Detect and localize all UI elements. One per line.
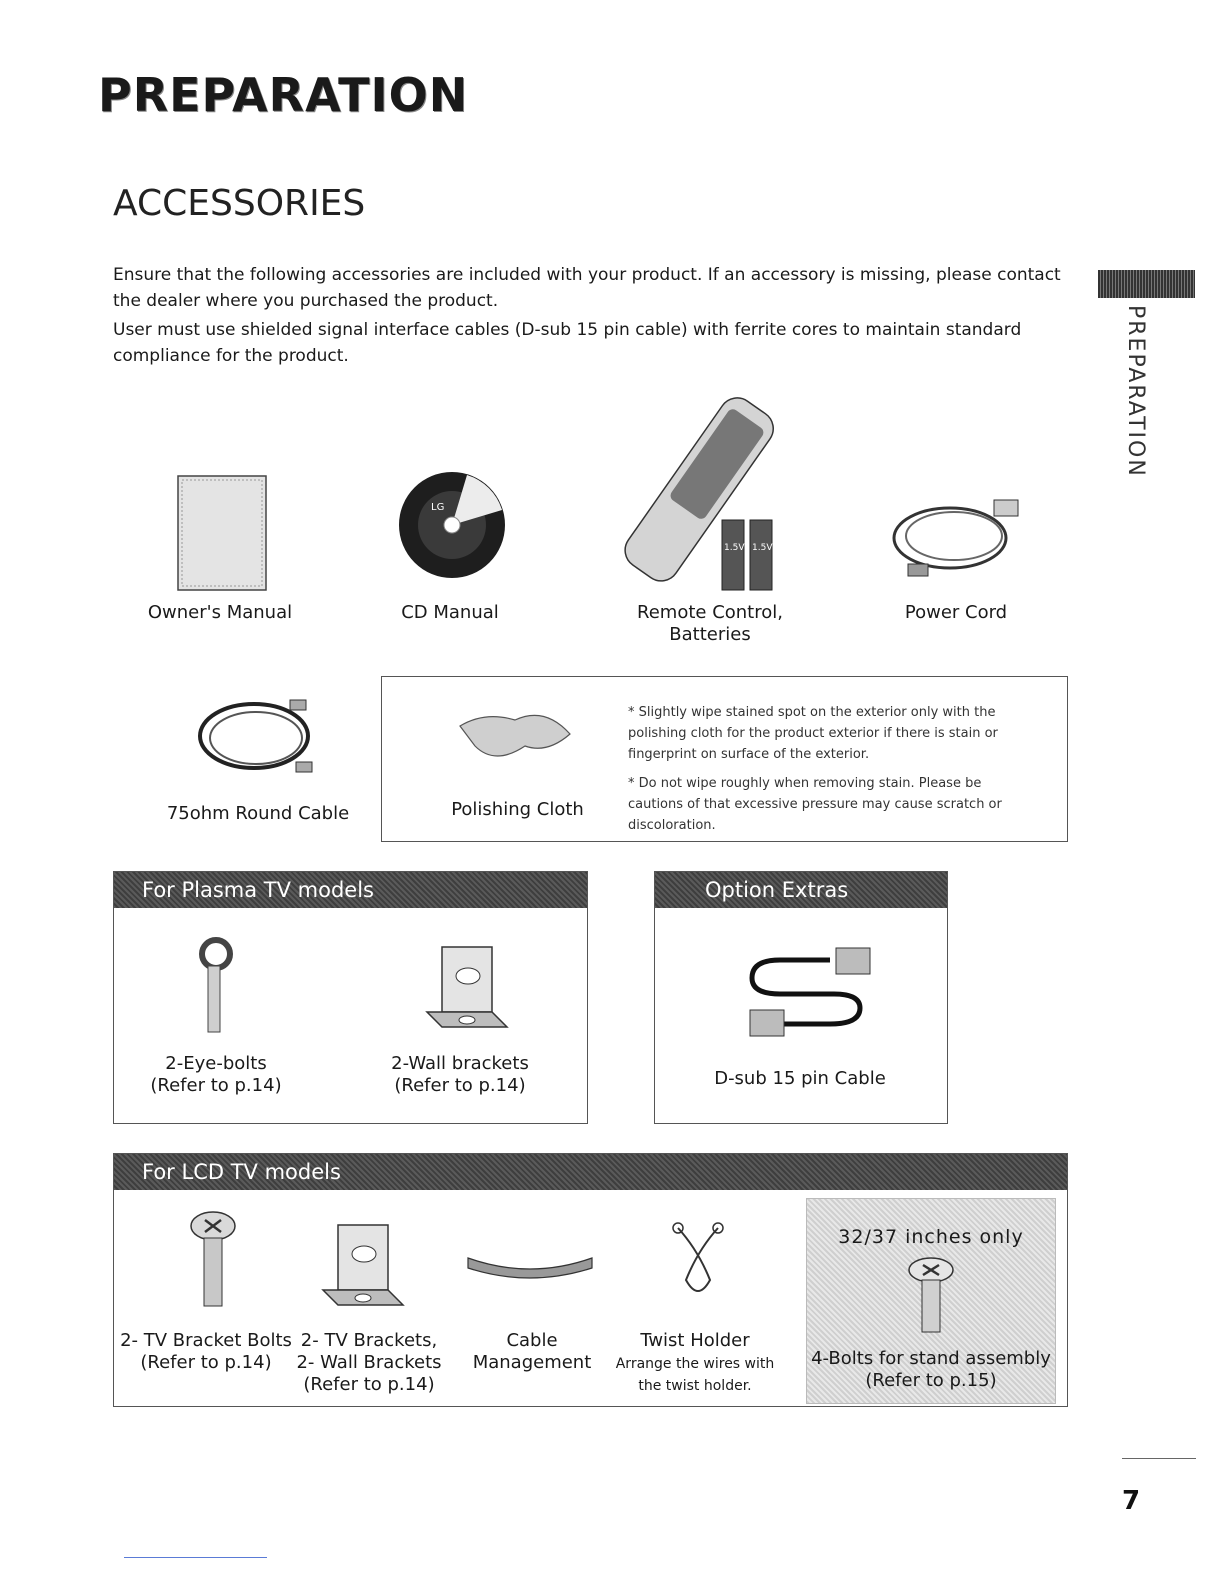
intro-paragraph-1: Ensure that the following accessories are included with your product. If an accessory is missing, please contact the dealer where you purchased the product. [113, 265, 1061, 311]
lcd-header: For LCD TV models [114, 1154, 1067, 1190]
eye-bolt-icon [192, 936, 242, 1036]
lcd-bolts-ref: (Refer to p.14) [140, 1352, 272, 1373]
stand-bolt-icon [906, 1256, 956, 1336]
polishing-cloth-label: Polishing Cloth [451, 799, 584, 820]
polishing-cloth-icon [455, 706, 575, 766]
cd-manual-label: CD Manual [401, 602, 499, 623]
twist-holder-desc-1: Arrange the wires with [615, 1356, 775, 1372]
cable-management-label-1: Cable [506, 1330, 558, 1351]
side-section-label: PREPARATION [1123, 305, 1148, 478]
cleaning-note-2: * Do not wipe roughly when removing stain. Please be cautions of that excessive pressure may cause scratch or discoloration. [628, 776, 1002, 833]
size-note-label: 32/37 inches only [838, 1226, 1024, 1248]
lcd-brackets-label-2: 2- Wall Brackets [296, 1352, 442, 1373]
tv-bracket-bolt-icon [188, 1210, 238, 1310]
plasma-wall-bracket-icon [422, 942, 512, 1032]
plasma-header: For Plasma TV models [114, 872, 587, 908]
remote-label-line2: Batteries [669, 624, 751, 645]
lcd-brackets-label-1: 2- TV Brackets, [300, 1330, 438, 1351]
section-title: ACCESSORIES [113, 183, 366, 224]
cd-manual-icon [397, 470, 507, 580]
owners-manual-icon [176, 474, 270, 594]
eye-bolts-ref: (Refer to p.14) [150, 1075, 282, 1096]
lcd-bracket-icon [318, 1220, 408, 1310]
lcd-bolts-label: 2- TV Bracket Bolts [120, 1330, 292, 1351]
power-cord-label: Power Cord [904, 602, 1008, 623]
twist-holder-icon [668, 1220, 728, 1300]
twist-holder-desc-2: the twist holder. [638, 1378, 752, 1394]
wall-brackets-label: 2-Wall brackets [391, 1053, 529, 1074]
dsub-cable-label: D-sub 15 pin Cable [714, 1068, 886, 1089]
remote-label-line1: Remote Control, [637, 602, 783, 623]
side-tab-marker [1098, 270, 1195, 298]
stand-bolts-ref: (Refer to p.15) [865, 1370, 997, 1391]
option-header: Option Extras [655, 872, 947, 908]
page-number-rule [1122, 1458, 1196, 1459]
dsub-cable-icon [740, 942, 880, 1032]
remote-control-icon [620, 390, 790, 600]
twist-holder-label: Twist Holder [640, 1330, 750, 1351]
round-cable-icon [196, 692, 326, 782]
intro-paragraph-2: User must use shielded signal interface cables (D-sub 15 pin cable) with ferrite cores to maintain standard compliance for the product. [113, 320, 1022, 366]
stand-bolts-label: 4-Bolts for stand assembly [811, 1348, 1051, 1369]
eye-bolts-label: 2-Eye-bolts [165, 1053, 267, 1074]
battery-label-1: 1.5V [724, 543, 745, 553]
page-number: 7 [1122, 1486, 1141, 1516]
cd-logo: LG [431, 502, 445, 513]
power-cord-icon [888, 492, 1028, 582]
cable-management-label-2: Management [472, 1352, 592, 1373]
cleaning-note-1: * Slightly wipe stained spot on the exterior only with the polishing cloth for the product exterior if there is stain or fingerprint on surface of the exterior. [628, 705, 998, 762]
cable-management-icon [464, 1252, 596, 1282]
lcd-brackets-ref: (Refer to p.14) [303, 1374, 435, 1395]
owners-manual-label: Owner's Manual [147, 602, 293, 623]
wall-brackets-ref: (Refer to p.14) [394, 1075, 526, 1096]
battery-label-2: 1.5V [752, 543, 773, 553]
round-cable-label: 75ohm Round Cable [166, 803, 350, 824]
page-title: PREPARATION [98, 68, 469, 122]
bottom-rule [124, 1557, 267, 1558]
